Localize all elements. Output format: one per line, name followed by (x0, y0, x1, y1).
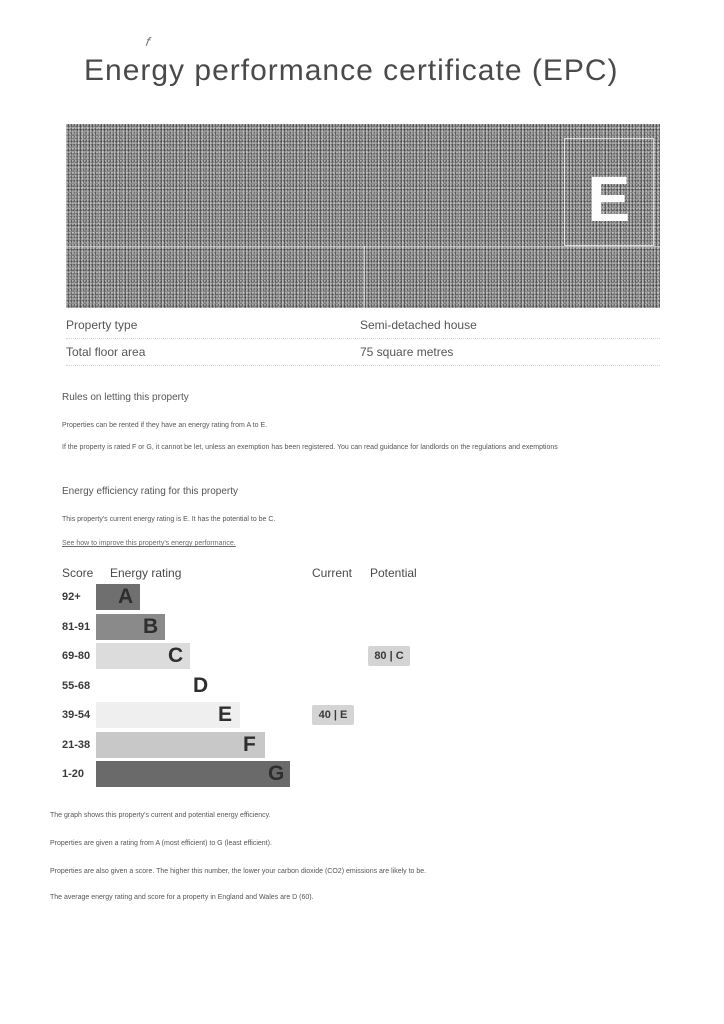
current-header: Current (312, 566, 353, 580)
score-header: Score (62, 566, 94, 580)
floor-area-row (66, 339, 660, 366)
footer-line-2: Properties are given a rating from A (most efficient) to G (least efficient). (50, 840, 272, 847)
rating-band-score-f: 21-38 (62, 738, 91, 751)
rating-band-score-e: 39-54 (62, 709, 91, 721)
rules-line-1: Properties can be rented if they have an energy rating from A to E. (62, 422, 268, 429)
rating-band-bar-f (96, 732, 265, 758)
rating-band-letter-c: C (168, 644, 184, 667)
rating-header: Energy rating (110, 566, 182, 580)
banner-vertical-divider (364, 246, 365, 308)
improve-performance-link[interactable]: See how to improve this property's energy performance. (62, 540, 236, 547)
rating-band-letter-a: A (118, 585, 134, 608)
efficiency-line-1: This property's current energy rating is E. It has the potential to be C. (62, 516, 276, 523)
property-info-table (66, 312, 660, 366)
property-type-value: Semi-detached house (360, 318, 477, 332)
rating-band-score-a: 92+ (62, 591, 81, 603)
rating-band-score-b: 81-91 (62, 620, 91, 633)
footer-line-1: The graph shows this property's current and potential energy efficiency. (50, 812, 271, 819)
rating-band-letter-g: G (268, 762, 285, 785)
rating-band-letter-b: B (143, 614, 159, 638)
rating-band-score-c: 69-80 (62, 650, 91, 662)
property-type-label: Property type (66, 318, 138, 332)
banner-divider (66, 246, 660, 247)
rules-heading: Rules on letting this property (62, 392, 189, 403)
rating-band-letter-f: F (243, 732, 256, 756)
certificate-banner (66, 124, 660, 308)
page-title: Energy performance certificate (EPC) (84, 54, 619, 87)
handwritten-mark: f (144, 33, 152, 50)
rating-band-score-g: 1-20 (62, 768, 85, 780)
rules-line-2: If the property is rated F or G, it cannot be let, unless an exemption has been registered. You can read guidance for landlords on the regulations and exemptions (62, 444, 558, 451)
rating-band-letter-e: E (218, 703, 233, 726)
efficiency-heading: Energy efficiency rating for this property (62, 486, 239, 497)
potential-rating-marker: 80 | C (368, 646, 410, 666)
floor-area-label: Total floor area (66, 345, 146, 359)
energy-rating-letter: E (587, 163, 631, 235)
current-rating-marker: 40 | E (312, 705, 354, 725)
property-type-row (66, 312, 660, 339)
energy-rating-chart (60, 566, 420, 800)
rating-band-letter-d: D (193, 673, 209, 697)
potential-header: Potential (370, 566, 417, 580)
rating-band-bar-g (96, 761, 290, 787)
footer-line-4: The average energy rating and score for a property in England and Wales are D (60). (50, 894, 314, 901)
energy-rating-box (564, 138, 654, 246)
footer-line-3: Properties are also given a score. The higher this number, the lower your carbon dioxide (CO2) emissions are likely to be. (50, 868, 427, 875)
rating-band-score-d: 55-68 (62, 679, 91, 692)
floor-area-value: 75 square metres (360, 345, 454, 359)
